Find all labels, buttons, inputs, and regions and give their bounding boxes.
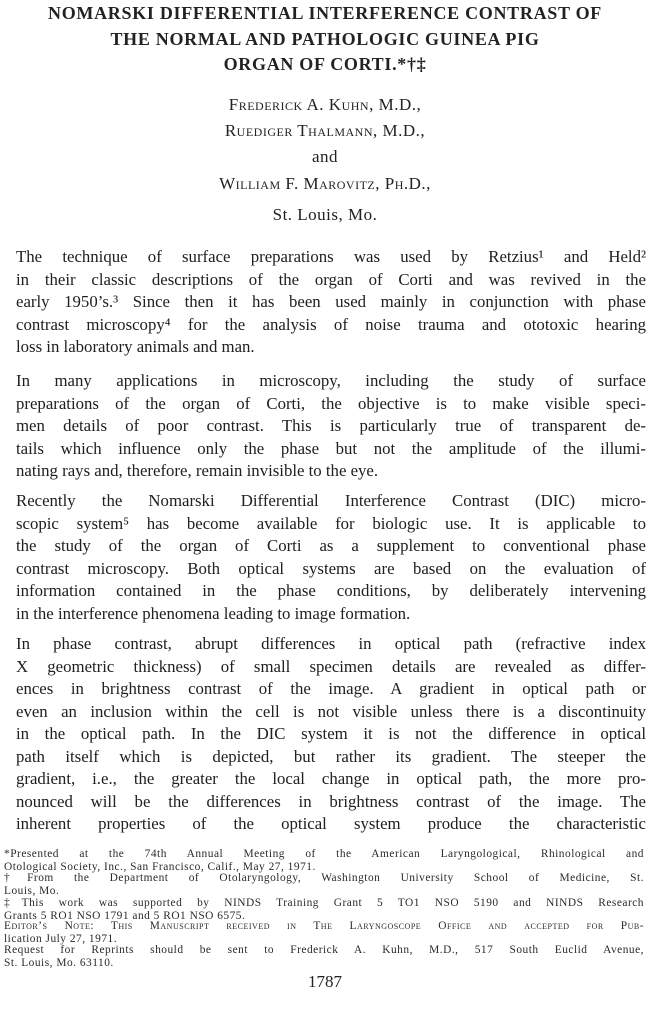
footnote-line: lication July 27, 1971. (4, 932, 118, 945)
title-line-1: NOMARSKI DIFFERENTIAL INTERFERENCE CONTRAST OF (48, 3, 602, 23)
paragraph-line: contrast microscopy. Both optical systems are based on the evaluation of (16, 558, 646, 578)
paragraph-line: The technique of surface preparations was used by Retzius¹ and Held² (16, 247, 646, 266)
paragraph-line: in the optical path. In the DIC system it is not the difference in optical (16, 724, 646, 743)
paragraph-line: loss in laboratory animals and man. (16, 337, 255, 356)
paragraph-line: In many applications in microscopy, including the study of surface (16, 371, 646, 390)
footnote-line: Grants 5 RO1 NSO 1791 and 5 RO1 NSO 6575. (4, 909, 246, 922)
paragraph-line: Recently the Nomarski Differential Interference Contrast (DIC) micro- (16, 491, 646, 510)
paragraph-line: scopic system⁵ has become available for biologic use. It is applicable to (16, 513, 646, 533)
author-3: William F. Marovitz, Ph.D., (219, 174, 431, 193)
paragraph-line: in their classic descriptions of the organ of Corti and was revived in the (16, 269, 646, 289)
paragraph-line: in the interference phenomena leading to image formation. (16, 603, 411, 623)
paragraph-line: men details of poor contrast. This is particularly true of transparent de- (16, 416, 646, 435)
paragraph-4 (16, 633, 646, 836)
paragraph-line: preparations of the organ of Corti, the objective is to make visible speci- (16, 393, 646, 413)
footnote-3 (4, 897, 644, 922)
title-line-2: THE NORMAL AND PATHOLOGIC GUINEA PIG (110, 29, 540, 49)
footnote-line: Editor’s Note: This Manuscript received in The Laryngoscope Office and accepted for Pub- (4, 920, 644, 932)
paragraph-2 (16, 370, 646, 483)
footnote-line: *Presented at the 74th Annual Meeting of the American Laryngological, Rhinological and (4, 848, 644, 860)
paragraph-line: the study of the organ of Corti as a supplement to conventional phase (16, 536, 646, 555)
footnote-line: Louis, Mo. (4, 884, 60, 897)
footnote-4 (4, 920, 644, 945)
footnote-line: Otological Society, Inc., San Francisco, Calif., May 27, 1971. (4, 860, 316, 873)
paragraph-line: In phase contrast, abrupt differences in optical path (refractive index (16, 634, 646, 653)
paragraph-line: X geometric thickness) of small specimen details are revealed as differ- (16, 656, 646, 676)
footnote-1 (4, 848, 644, 873)
title-line-3: ORGAN OF CORTI.*†‡ (223, 54, 427, 74)
paragraph-line: even an inclusion within the cell is not visible unless there is a discontinuity (16, 701, 646, 721)
paragraph-1 (16, 246, 646, 359)
footnote-line: Request for Reprints should be sent to Frederick A. Kuhn, M.D., 517 South Euclid Avenue, (4, 944, 644, 956)
paragraph-line: early 1950’s.³ Since then it has been used mainly in conjunction with phase (16, 292, 646, 311)
paragraph-line: ences in brightness contrast of the image. A gradient in optical path or (16, 679, 646, 698)
paragraph-line: tails which influence only the phase but not the amplitude of the illumi- (16, 438, 646, 458)
author-1: Frederick A. Kuhn, M.D., (228, 95, 422, 114)
paragraph-line: contrast microscopy⁴ for the analysis of noise trauma and ototoxic hearing (16, 314, 646, 334)
paragraph-line: path itself which is depicted, but rather its gradient. The steeper the (16, 746, 646, 766)
paragraph-line: nounced will be the differences in brightness contrast of the image. The (16, 791, 646, 811)
author-conjunction: and (311, 147, 339, 166)
paragraph-line: nating rays and, therefore, remain invisible to the eye. (16, 461, 379, 480)
author-location: St. Louis, Mo. (272, 205, 378, 224)
footnote-line: †From the Department of Otolaryngology, Washington University School of Medicine, St. (4, 872, 644, 884)
paragraph-3 (16, 490, 646, 625)
paragraph-line: information contained in the phase conditions, by deliberately intervening (16, 581, 646, 600)
footnote-5 (4, 944, 644, 969)
footnote-2 (4, 872, 644, 897)
footnote-line: St. Louis, Mo. 63110. (4, 956, 114, 969)
paragraph-line: inherent properties of the optical system produce the characteristic (16, 814, 646, 833)
paragraph-line: gradient, i.e., the greater the local change in optical path, the more pro- (16, 769, 646, 788)
author-2: Ruediger Thalmann, M.D., (224, 121, 426, 140)
footnote-line: ‡This work was supported by NINDS Training Grant 5 TO1 NSO 5190 and NINDS Research (4, 897, 644, 909)
page-number: 1787 (308, 972, 342, 991)
